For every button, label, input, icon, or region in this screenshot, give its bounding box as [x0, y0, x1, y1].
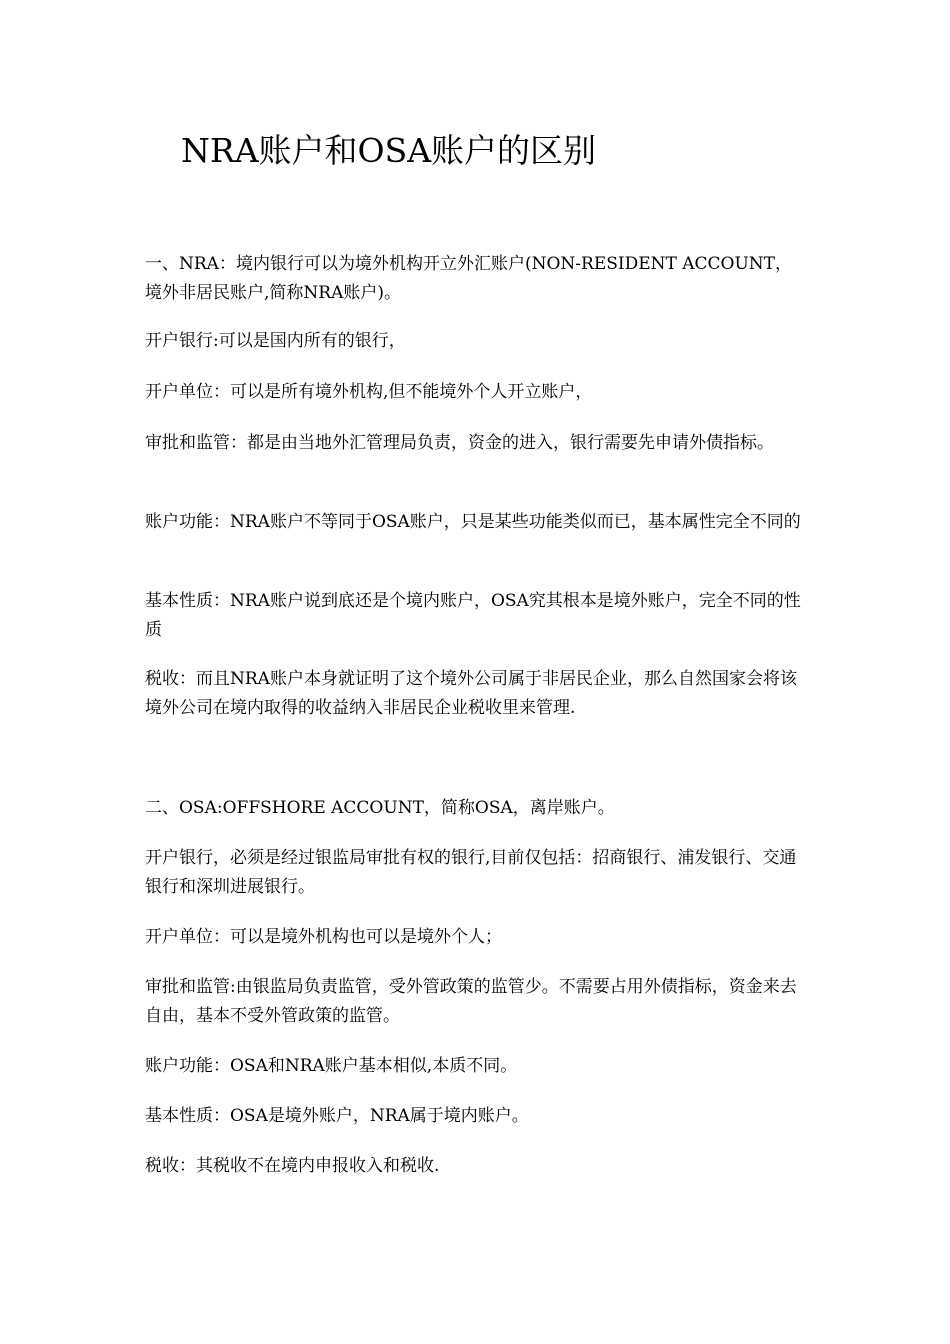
document-title: NRA账户和OSA账户的区别 [181, 131, 597, 170]
section-2-paragraph-tax: 税收：其税收不在境内申报收入和税收. [145, 1156, 440, 1176]
section-2-paragraph-nature: 基本性质：OSA是境外账户，NRA属于境内账户。 [145, 1106, 529, 1126]
section-1-paragraph-unit: 开户单位：可以是所有境外机构,但不能境外个人开立账户， [145, 382, 593, 402]
section-2-paragraph-unit: 开户单位：可以是境外机构也可以是境外个人； [145, 927, 502, 947]
section-2-heading: 二、OSA:OFFSHORE ACCOUNT，简称OSA，离岸账户。 [145, 798, 615, 818]
section-1-paragraph-nature: 基本性质：NRA账户说到底还是个境内账户，OSA究其根本是境外账户，完全不同的性质 [145, 591, 801, 640]
section-2-paragraph-bank: 开户银行，必须是经过银监局审批有权的银行,目前仅包括：招商银行、浦发银行、交通银行和深圳进展银行。 [145, 848, 797, 897]
section-1-paragraph-tax: 税收：而且NRA账户本身就证明了这个境外公司属于非居民企业，那么自然国家会将该境外公司在境内取得的收益纳入非居民企业税收里来管理. [145, 669, 797, 718]
section-2-paragraph-approval: 审批和监管:由银监局负责监管，受外管政策的监管少。不需要占用外债指标，资金来去自由，基本不受外管政策的监管。 [145, 977, 797, 1026]
section-2-paragraph-function: 账户功能：OSA和NRA账户基本相似,本质不同。 [145, 1056, 518, 1076]
section-1-paragraph-function: 账户功能：NRA账户不等同于OSA账户，只是某些功能类似而已，基本属性完全不同的 [145, 512, 801, 532]
section-1-heading: 一、NRA：境内银行可以为境外机构开立外汇账户(NON-RESIDENT ACCOUNT，境外非居民账户,简称NRA账户)。 [145, 254, 793, 303]
section-1-paragraph-approval: 审批和监管：都是由当地外汇管理局负责，资金的进入，银行需要先申请外债指标。 [145, 433, 774, 453]
section-1-paragraph-bank: 开户银行:可以是国内所有的银行， [145, 331, 406, 351]
